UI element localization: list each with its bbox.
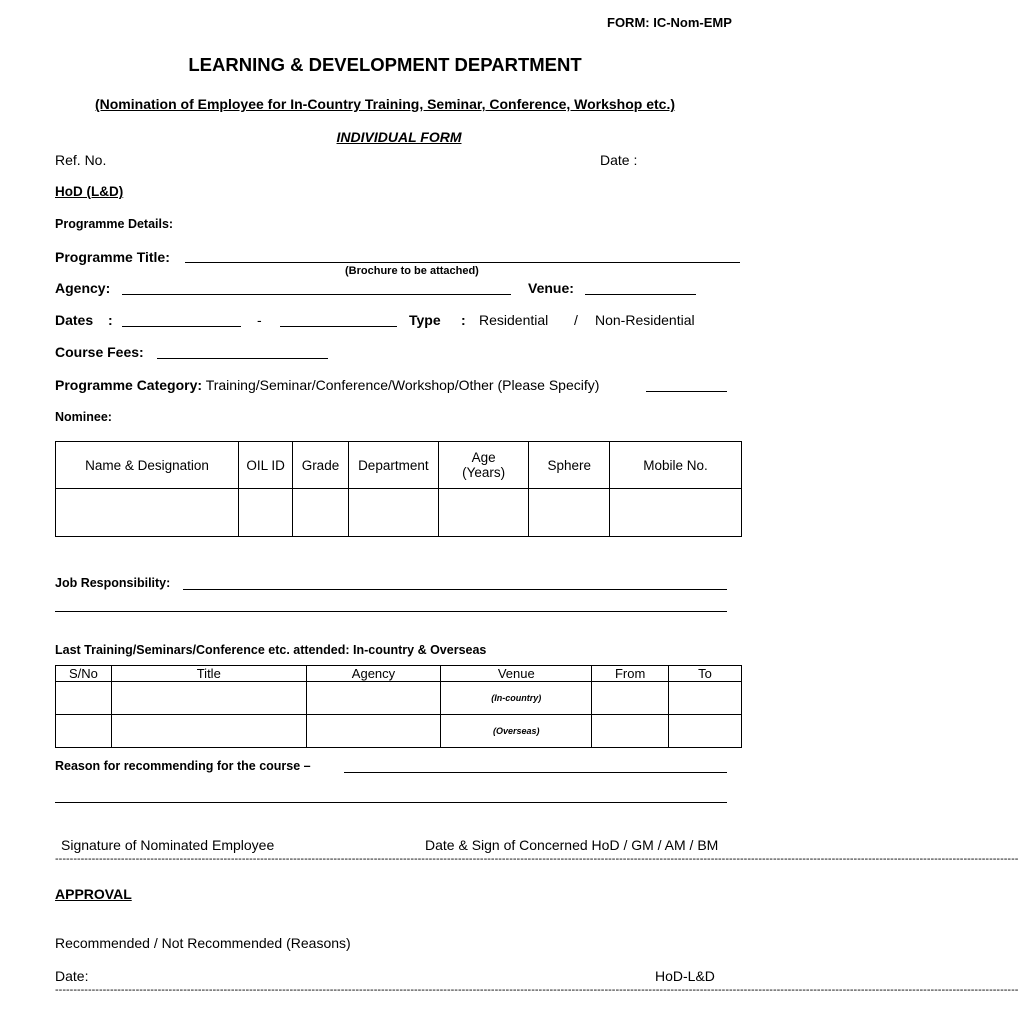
col-department: Department <box>348 442 438 489</box>
dates-label: Dates <box>55 312 94 328</box>
venue-label: Venue: <box>528 280 574 296</box>
nominee-label: Nominee: <box>55 410 112 424</box>
job-responsibility-field[interactable] <box>183 589 727 590</box>
signature-hod-label: Date & Sign of Concerned HoD / GM / AM / BM <box>425 837 719 853</box>
col-oil-id: OIL ID <box>239 442 293 489</box>
training-table-header <box>56 666 742 682</box>
approval-date-label: Date: <box>55 968 89 984</box>
col-grade: Grade <box>293 442 348 489</box>
dashed-divider-bottom: ----------------------------------------------------------------------------------------------------------------------------------------------------------------------------------------------------------------------------------------------------------------------- <box>55 984 1018 996</box>
col-sphere: Sphere <box>529 442 610 489</box>
training-agency-cell[interactable] <box>306 682 441 715</box>
training-row <box>56 715 742 748</box>
approval-label: APPROVAL <box>55 886 132 902</box>
training-title-cell[interactable] <box>111 715 306 748</box>
recommended-label: Recommended / Not Recommended (Reasons) <box>55 935 351 951</box>
nominee-sphere-cell[interactable] <box>529 489 610 537</box>
last-training-label: Last Training/Seminars/Conference etc. attended: In-country & Overseas <box>55 643 487 657</box>
ref-no-label: Ref. No. <box>55 152 107 168</box>
form-code: FORM: IC-Nom-EMP <box>607 15 732 30</box>
nominee-mobile-cell[interactable] <box>610 489 742 537</box>
hod-ld-sign-label: HoD-L&D <box>655 968 715 984</box>
programme-category <box>55 377 599 393</box>
reason-label: Reason for recommending for the course – <box>55 759 311 773</box>
programme-category-label: Programme Category: <box>55 377 203 393</box>
col-agency: Agency <box>306 666 441 682</box>
nominee-row <box>56 489 742 537</box>
training-venue-incountry[interactable]: (In-country) <box>441 682 592 715</box>
programme-title-field[interactable] <box>185 262 740 263</box>
nominee-table-header <box>56 442 742 489</box>
hod-ld-label: HoD (L&D) <box>55 184 124 199</box>
col-sno: S/No <box>56 666 112 682</box>
job-responsibility-label: Job Responsibility: <box>55 576 171 590</box>
training-to-cell[interactable] <box>669 715 742 748</box>
nominee-department-cell[interactable] <box>348 489 438 537</box>
dates-dash: - <box>257 312 262 328</box>
nominee-grade-cell[interactable] <box>293 489 348 537</box>
brochure-note: (Brochure to be attached) <box>345 265 479 277</box>
type-colon: : <box>461 312 466 328</box>
nominee-table <box>55 441 742 537</box>
training-table <box>55 665 742 748</box>
training-row <box>56 682 742 715</box>
col-venue: Venue <box>441 666 592 682</box>
agency-field[interactable] <box>122 294 511 295</box>
reason-field[interactable] <box>344 772 727 773</box>
nominee-name-cell[interactable] <box>56 489 239 537</box>
job-responsibility-field-2[interactable] <box>55 611 727 612</box>
date-from-field[interactable] <box>122 326 241 327</box>
agency-label: Agency: <box>55 280 111 296</box>
dashed-divider: ----------------------------------------------------------------------------------------------------------------------------------------------------------------------------------------------------------------------------------------------------------------------- <box>55 853 1018 865</box>
nominee-age-cell[interactable] <box>439 489 529 537</box>
date-label: Date : <box>600 152 638 168</box>
col-title: Title <box>111 666 306 682</box>
type-non-residential[interactable]: Non-Residential <box>595 312 695 328</box>
nominee-oil-id-cell[interactable] <box>239 489 293 537</box>
training-from-cell[interactable] <box>592 682 669 715</box>
programme-category-options: Training/Seminar/Conference/Workshop/Other (Please Specify) <box>205 377 600 393</box>
col-name-designation: Name & Designation <box>56 442 239 489</box>
programme-category-other-field[interactable] <box>646 391 727 392</box>
department-title: LEARNING & DEVELOPMENT DEPARTMENT <box>188 54 582 75</box>
training-venue-overseas[interactable]: (Overseas) <box>441 715 592 748</box>
col-age: Age (Years) <box>439 442 529 489</box>
training-sno-cell[interactable] <box>56 715 112 748</box>
form-subtitle: (Nomination of Employee for In-Country Training, Seminar, Conference, Workshop etc.) <box>94 96 676 112</box>
col-from: From <box>592 666 669 682</box>
signature-employee-label: Signature of Nominated Employee <box>61 837 275 853</box>
training-agency-cell[interactable] <box>306 715 441 748</box>
course-fees-label: Course Fees: <box>55 344 144 360</box>
type-residential[interactable]: Residential <box>479 312 549 328</box>
type-slash: / <box>574 312 578 328</box>
programme-title-label: Programme Title: <box>55 249 170 265</box>
col-mobile: Mobile No. <box>610 442 742 489</box>
reason-field-2[interactable] <box>55 802 727 803</box>
training-title-cell[interactable] <box>111 682 306 715</box>
programme-details-label: Programme Details: <box>55 217 174 231</box>
venue-field[interactable] <box>585 294 696 295</box>
course-fees-field[interactable] <box>157 358 328 359</box>
dates-colon: : <box>108 312 113 328</box>
date-to-field[interactable] <box>280 326 397 327</box>
col-to: To <box>669 666 742 682</box>
training-to-cell[interactable] <box>669 682 742 715</box>
form-type: INDIVIDUAL FORM <box>336 129 462 145</box>
training-sno-cell[interactable] <box>56 682 112 715</box>
type-label: Type <box>409 312 441 328</box>
training-from-cell[interactable] <box>592 715 669 748</box>
